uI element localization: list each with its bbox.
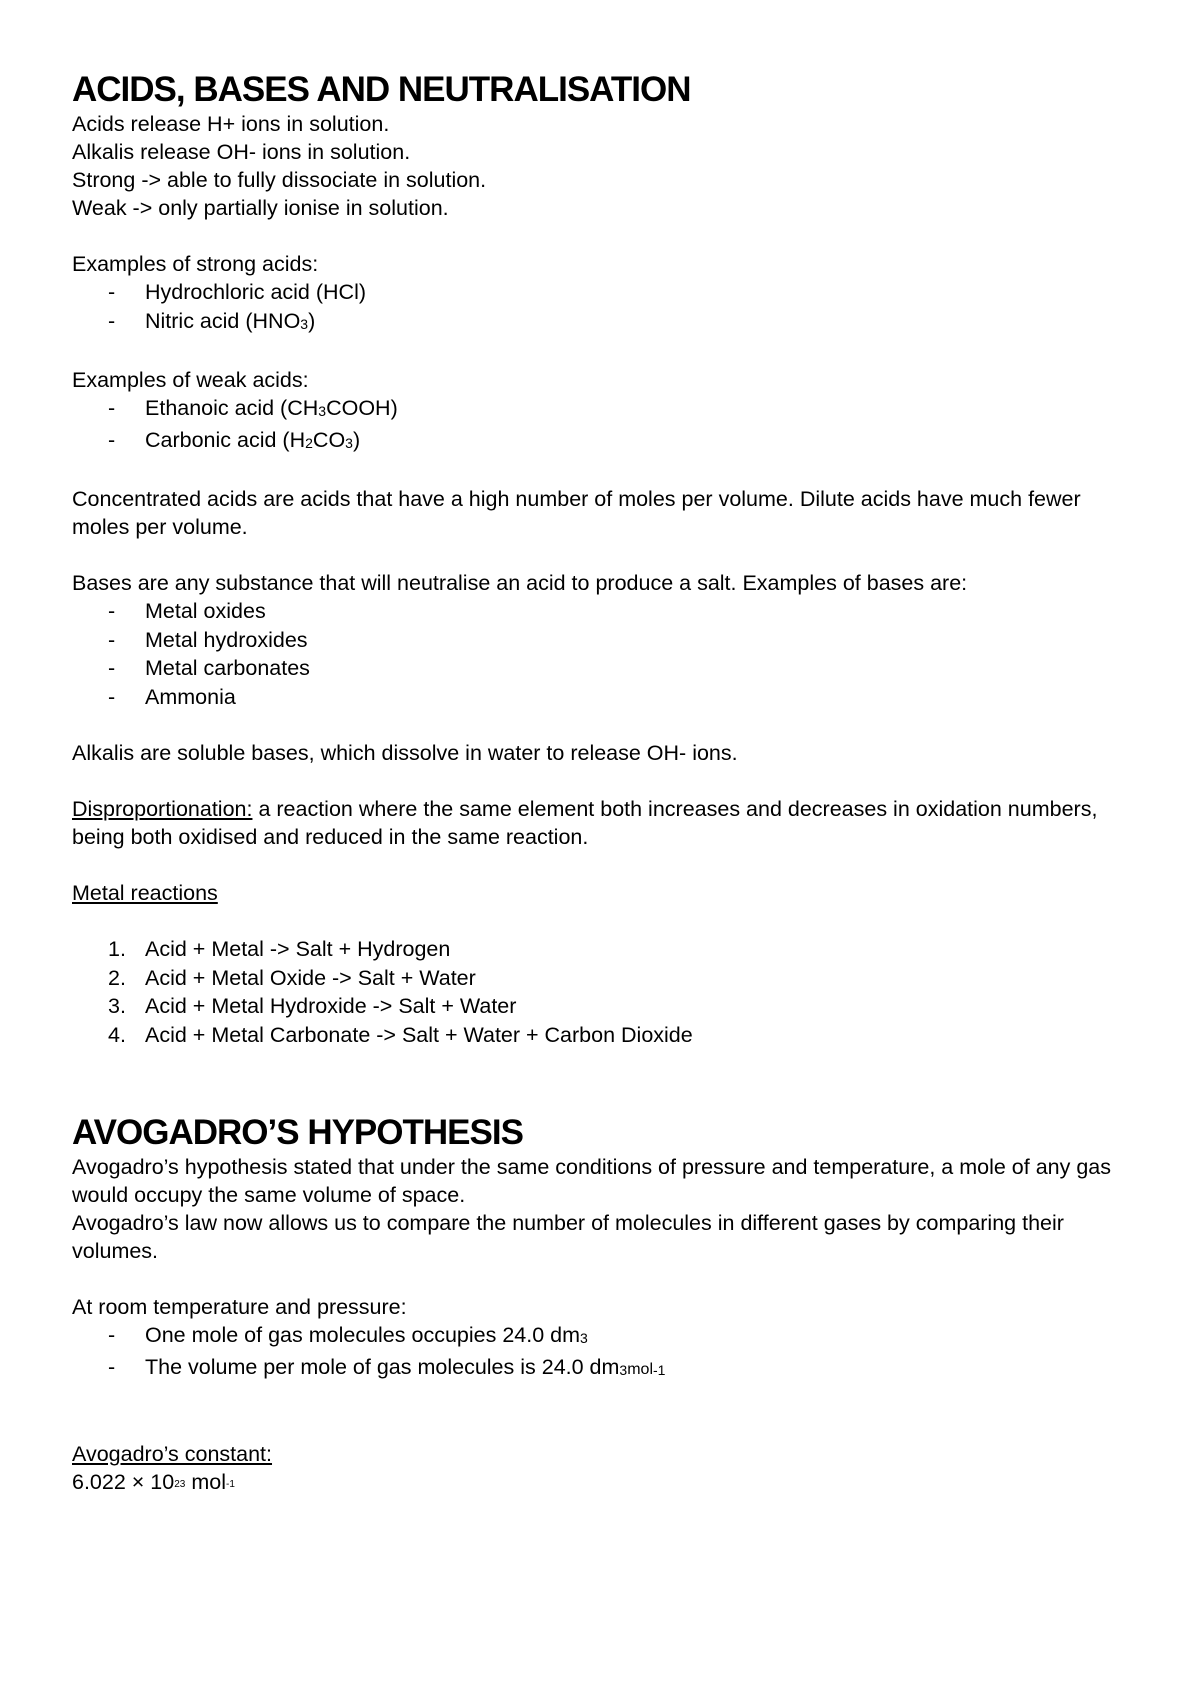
dash-marker: - — [108, 1323, 116, 1347]
hypothesis-paragraph: Avogadro’s hypothesis stated that under the same conditions of pressure and temperature, a mole of any gas would occupy the same volume of space. — [72, 1155, 1112, 1207]
metal-reactions-heading: Metal reactions — [72, 881, 218, 905]
disproportionation-text: a reaction where the same element both increases and decreases in oxidation numbers, being both oxidised and reduced in the same reaction. — [72, 797, 1098, 849]
strong-acids-list — [72, 278, 1142, 338]
bases-list — [72, 597, 1142, 711]
list-item: - The volume per mole of gas molecules is 24.0 $dm_3mol_{-1}$ — [72, 1353, 1142, 1385]
list-item: - One mole of gas molecules occupies 24.0 $dm_3$ — [72, 1321, 1142, 1353]
section-title-avogadro: AVOGADRO’S HYPOTHESIS — [72, 1113, 523, 1152]
intro-line: Strong -> able to fully dissociate in solution. — [72, 168, 487, 192]
list-item: 1. Acid + Metal -> Salt + Hydrogen — [108, 937, 451, 961]
dash-marker: - — [108, 396, 116, 420]
list-item: - Hydrochloric acid (HCl) — [72, 278, 1142, 307]
dash-marker: - — [108, 656, 116, 680]
concentrated-paragraph: Concentrated acids are acids that have a high number of moles per volume. Dilute acids have much fewer moles per volume. — [72, 487, 1081, 539]
weak-acids-heading: Examples of weak acids: — [72, 368, 309, 392]
list-item: - Ammonia — [72, 683, 1142, 712]
intro-line: Alkalis release OH- ions in solution. — [72, 140, 411, 164]
dash-marker: - — [108, 427, 116, 452]
disproportionation-label: Disproportionation: — [72, 797, 253, 821]
strong-acids-heading: Examples of strong acids: — [72, 252, 319, 276]
bases-paragraph: Bases are any substance that will neutralise an acid to produce a salt. Examples of bases are: — [72, 571, 968, 595]
intro-line: Acids release H+ ions in solution. — [72, 112, 390, 136]
section-title-acids: ACIDS, BASES AND NEUTRALISATION — [72, 70, 691, 109]
dash-marker: - — [108, 599, 116, 623]
rtp-list — [72, 1321, 1142, 1384]
dash-marker: - — [108, 627, 116, 652]
dash-marker: - — [108, 1354, 116, 1379]
list-item: 2. Acid + Metal Oxide -> Salt + Water — [108, 965, 476, 990]
dash-marker: - — [108, 684, 116, 709]
weak-acids-list — [72, 394, 1142, 457]
disproportionation-paragraph — [72, 795, 1142, 851]
metal-reactions-list — [72, 935, 1142, 1049]
alkalis-paragraph: Alkalis are soluble bases, which dissolve in water to release OH- ions. — [72, 741, 738, 765]
intro-line: Weak -> only partially ionise in solution. — [72, 196, 449, 220]
list-item: - Carbonic acid $(H_2CO_3)$ — [72, 426, 1142, 458]
list-item: - Metal oxides — [72, 597, 1142, 626]
list-item: 4. Acid + Metal Carbonate -> Salt + Water + Carbon Dioxide — [108, 1022, 693, 1047]
avogadro-constant-value: 6.022 × 1023 mol-1 — [72, 1470, 235, 1494]
list-item: - Metal hydroxides — [72, 626, 1142, 655]
rtp-heading: At room temperature and pressure: — [72, 1295, 407, 1319]
document-page — [72, 70, 1142, 1499]
law-paragraph: Avogadro’s law now allows us to compare the number of molecules in different gases by comparing their volumes. — [72, 1211, 1064, 1263]
list-item: - Metal carbonates — [72, 654, 1142, 683]
dash-marker: - — [108, 280, 116, 304]
list-item: 3. Acid + Metal Hydroxide -> Salt + Water — [108, 994, 517, 1018]
dash-marker: - — [108, 308, 116, 333]
list-item: - Ethanoic acid $(CH_3COOH)$ — [72, 394, 1142, 426]
avogadro-constant-label: Avogadro’s constant: — [72, 1442, 273, 1466]
list-item: - Nitric acid $(HNO_3)$ — [72, 307, 1142, 339]
